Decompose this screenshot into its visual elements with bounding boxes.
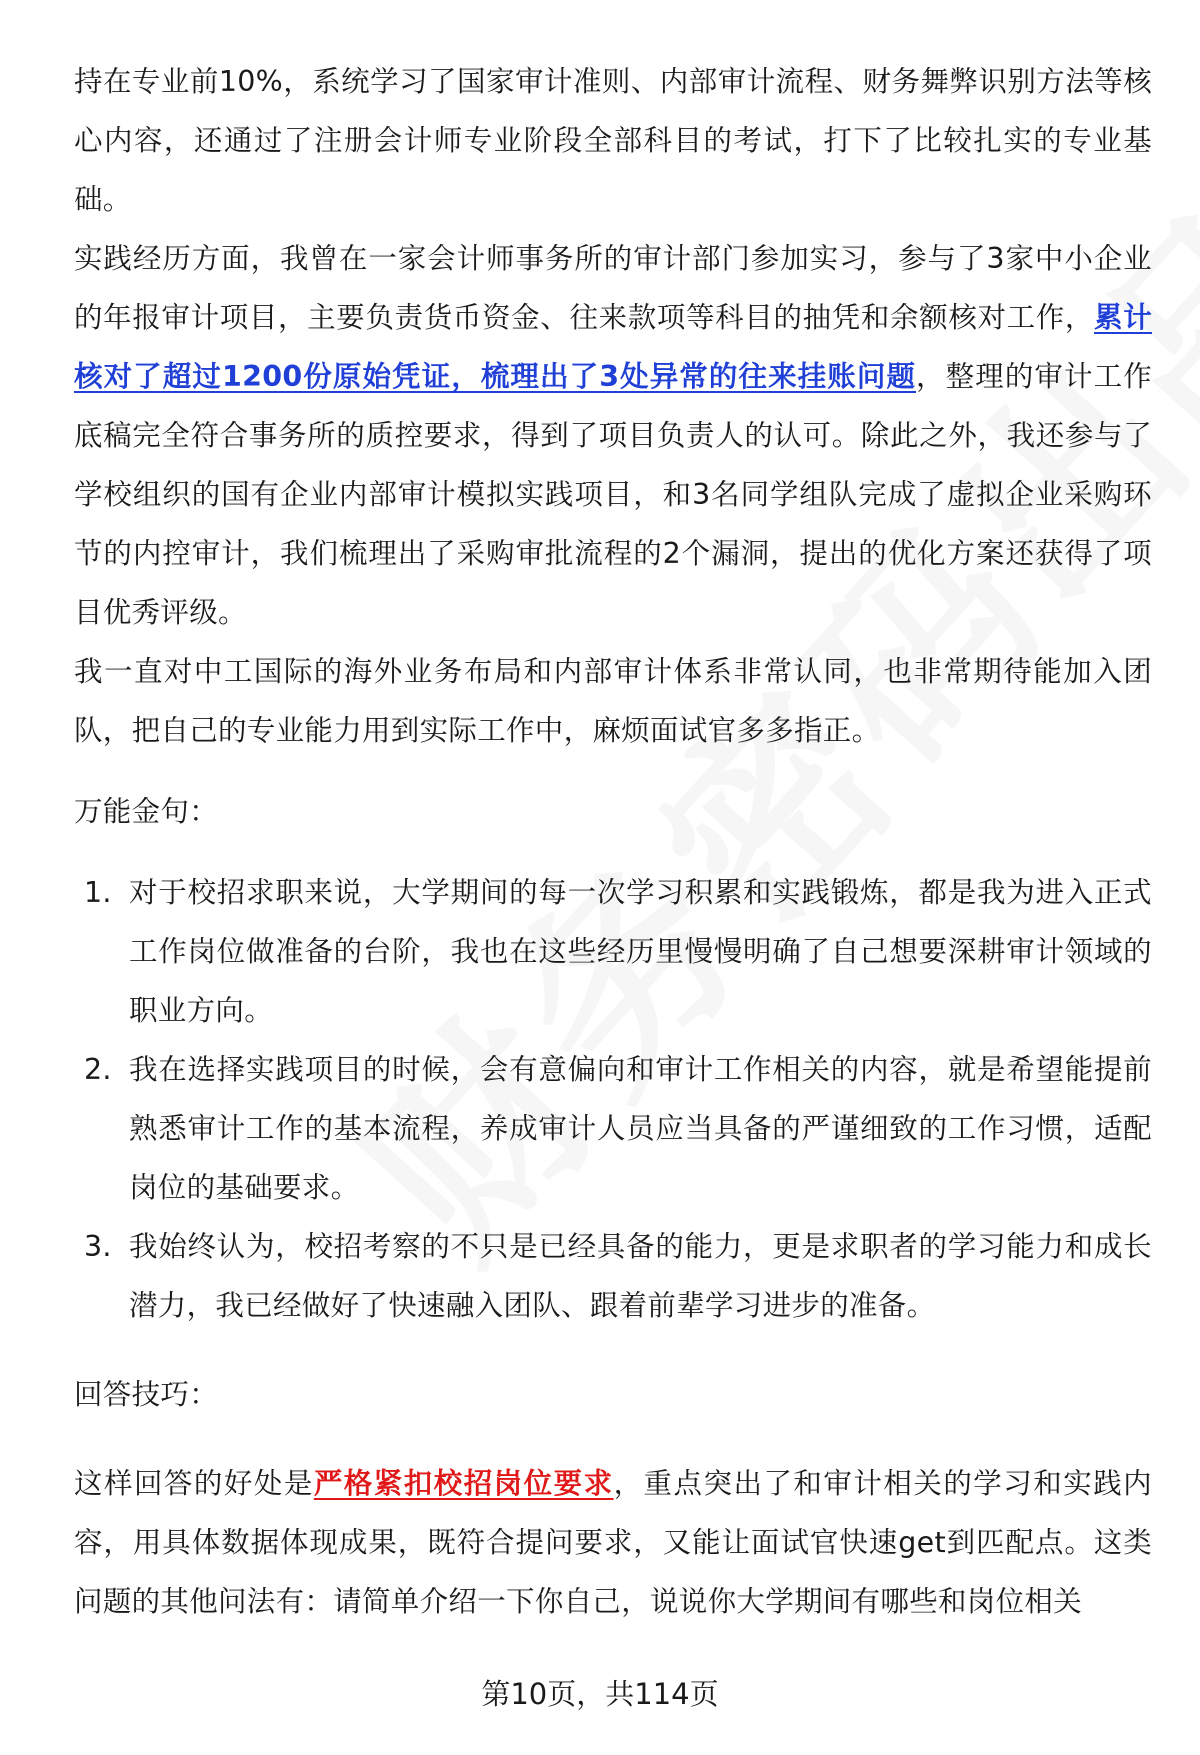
list-item-text: 对于校招求职来说，大学期间的每一次学习积累和实践锻炼，都是我为进入正式工作岗位做准备的台阶，我也在这些经历里慢慢明确了自己想要深耕审计领域的职业方向。 bbox=[129, 876, 1152, 1027]
practice-text-after: ，整理的审计工作底稿完全符合事务所的质控要求，得到了项目负责人的认可。除此之外，我还参与了学校组织的国有企业内部审计模拟实践项目，和3名同学组队完成了虚拟企业采购环节的内控审计，我们梳理出了采购审批流程的2个漏洞，提出的优化方案还获得了项目优秀评级。 bbox=[74, 360, 1152, 629]
golden-sentences-list bbox=[74, 863, 1152, 1335]
page-content bbox=[74, 52, 1152, 1631]
spacer bbox=[74, 1424, 1152, 1454]
spacer bbox=[74, 841, 1152, 863]
intro-paragraph-practice bbox=[74, 229, 1152, 642]
golden-sentences-heading: 万能金句： bbox=[74, 795, 219, 828]
list-item-text: 我始终认为，校招考察的不只是已经具备的能力，更是求职者的学习能力和成长潜力，我已经做好了快速融入团队、跟着前辈学习进步的准备。 bbox=[129, 1230, 1152, 1322]
spacer bbox=[74, 1335, 1152, 1365]
list-item bbox=[74, 1217, 1152, 1335]
practice-highlight: 累计核对了超过1200份原始凭证，梳理出了3处异常的往来挂账问题 bbox=[74, 301, 1152, 393]
intro-paragraph-closing: 我一直对中工国际的海外业务布局和内部审计体系非常认同，也非常期待能加入团队，把自己的专业能力用到实际工作中，麻烦面试官多多指正。 bbox=[74, 655, 1152, 747]
tips-highlight: 严格紧扣校招岗位要求 bbox=[313, 1467, 614, 1500]
spacer bbox=[74, 760, 1152, 782]
answer-tips-heading: 回答技巧： bbox=[74, 1378, 219, 1411]
page-number-footer: 第10页，共114页 bbox=[481, 1677, 719, 1711]
intro-paragraph-study: 持在专业前10%，系统学习了国家审计准则、内部审计流程、财务舞弊识别方法等核心内容，还通过了注册会计师专业阶段全部科目的考试，打下了比较扎实的专业基础。 bbox=[74, 65, 1152, 216]
list-item-number: 2. bbox=[84, 1053, 112, 1086]
practice-text-before: 实践经历方面，我曾在一家会计师事务所的审计部门参加实习，参与了3家中小企业的年报审计项目，主要负责货币资金、往来款项等科目的抽凭和余额核对工作， bbox=[74, 242, 1152, 334]
list-item bbox=[74, 1040, 1152, 1217]
list-item-number: 1. bbox=[84, 876, 112, 909]
answer-tips-paragraph bbox=[74, 1454, 1152, 1631]
list-item-number: 3. bbox=[84, 1230, 112, 1263]
list-item-text: 我在选择实践项目的时候，会有意偏向和审计工作相关的内容，就是希望能提前熟悉审计工作的基本流程，养成审计人员应当具备的严谨细致的工作习惯，适配岗位的基础要求。 bbox=[129, 1053, 1152, 1204]
tips-text-before: 这样回答的好处是 bbox=[74, 1467, 314, 1500]
list-item bbox=[74, 863, 1152, 1040]
tips-text-after: ，重点突出了和审计相关的学习和实践内容，用具体数据体现成果，既符合提问要求，又能让面试官快速get到匹配点。这类问题的其他问法有：请简单介绍一下你自己，说说你大学期间有哪些和岗位相关 bbox=[74, 1467, 1152, 1618]
